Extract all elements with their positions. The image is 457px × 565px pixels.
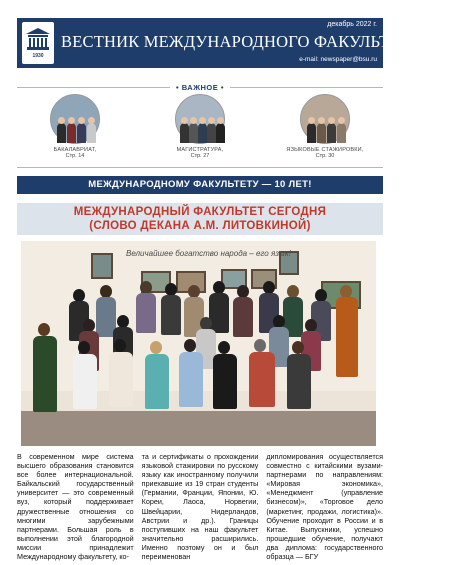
section-page: Стр. 14: [65, 153, 85, 159]
internship-photo: [300, 94, 350, 144]
group-photo: [21, 241, 376, 446]
building-icon: [26, 28, 50, 50]
section-page: Стр. 30: [315, 153, 335, 159]
section-bachelor[interactable]: [20, 94, 130, 159]
university-logo: [22, 22, 54, 64]
article-headline: [17, 203, 383, 235]
issue-date: декабрь 2022 г.: [327, 21, 377, 28]
article-column-3: дипломирования осуществляется совместно с китайскими вузами-партнерами по направлениям: «Мировая экономика», «Менеджмент (управление бизнесом)», «Торговое дело (маркетинг, продажи, логистика)». Обучение проходит в России и в Китае. Выпускники, успешно прошедшие обучение, получают два диплома: государственного образца — БГУ: [266, 452, 384, 562]
article-column-2: та и сертификаты о прохождении языковой стажировки по русскому языку как иностранному получили приехавшие из 19 стран студенты (Германии, Франции, Японии, Ю. Кореи, Лаоса, Норвегии, Швейцарии, Нидерландов, Австрии и др.). Границы поступивших на наш факультет значительно расширились. Именно поэтому он и был переименован: [141, 452, 259, 562]
important-label: • ВАЖНОЕ •: [170, 83, 230, 92]
anniversary-banner: МЕЖДУНАРОДНОМУ ФАКУЛЬТЕТУ — 10 ЛЕТ!: [17, 176, 383, 194]
logo-year: 1930: [32, 53, 44, 59]
newspaper-title: ВЕСТНИК МЕЖДУНАРОДНОГО ФАКУЛЬТЕТА БГУ: [61, 32, 457, 51]
master-photo: [175, 94, 225, 144]
section-title: МАГИСТРАТУРА,: [176, 147, 224, 153]
section-title: ЯЗЫКОВЫЕ СТАЖИРОВКИ,: [286, 147, 364, 153]
section-language-internships[interactable]: [270, 94, 380, 159]
contact-email: e-mail: newspaper@bsu.ru: [299, 56, 377, 63]
divider: [17, 167, 383, 168]
section-title: БАКАЛАВРИАТ,: [53, 147, 97, 153]
section-master[interactable]: [145, 94, 255, 159]
photo-slogan: Величайшее богатство народа – его язык!: [126, 249, 291, 258]
section-page: Стр. 27: [190, 153, 210, 159]
headline-line-1: МЕЖДУНАРОДНЫЙ ФАКУЛЬТЕТ СЕГОДНЯ: [73, 206, 327, 218]
article-column-1: В современном мире система высшего образования становится все более интернациональной. Байкальский государственный университет — это современный вуз, который поддерживает дружественные отношения со многими зарубежными партнерами. Большая роль в выполнении этой благородной миссии принадлежит Международному факультету, ко-: [17, 452, 134, 562]
bachelor-photo: [50, 94, 100, 144]
headline-line-2: (СЛОВО ДЕКАНА А.М. ЛИТОВКИНОЙ): [89, 220, 311, 232]
article-body: [17, 452, 383, 562]
masthead: [17, 18, 457, 68]
